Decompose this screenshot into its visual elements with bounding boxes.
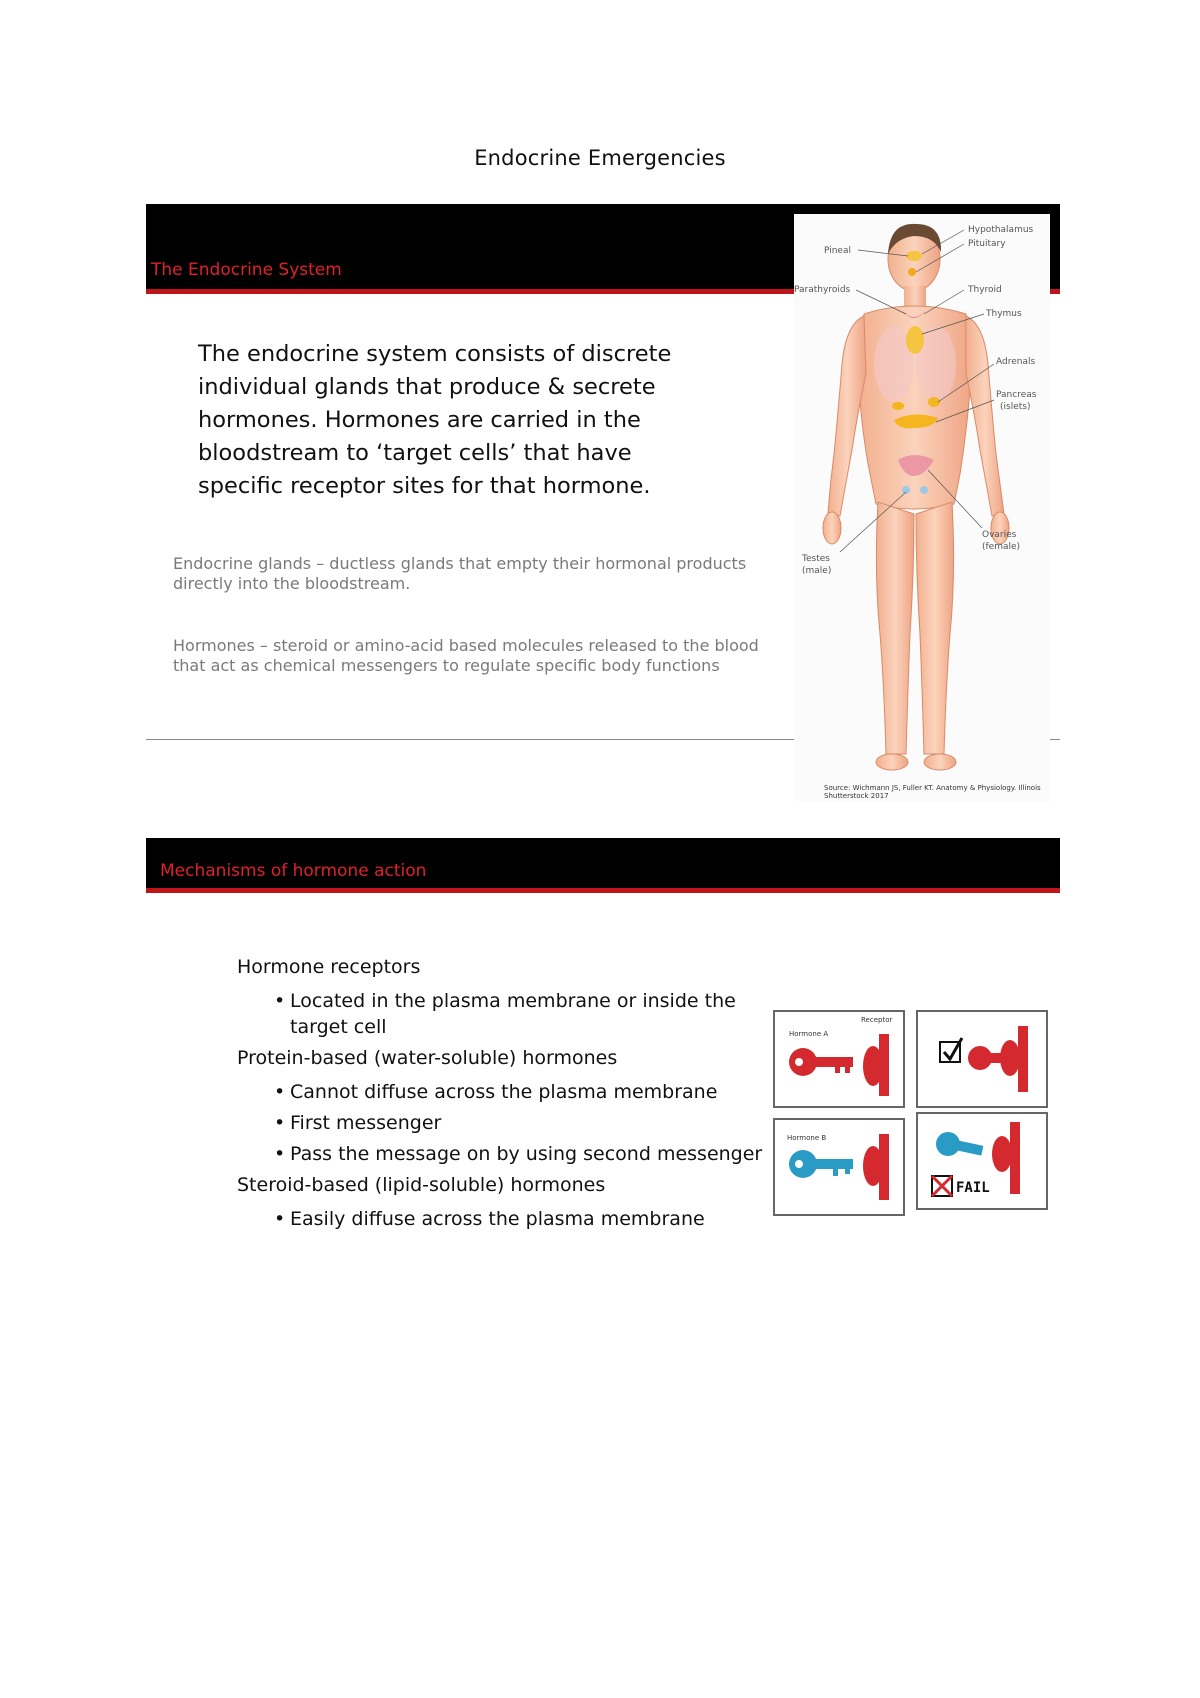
key-panel-fail (916, 1112, 1048, 1210)
red-key-match-icon (918, 1012, 1046, 1106)
figure-credit (824, 784, 1041, 800)
fail-label: FAIL (956, 1180, 990, 1196)
label-testes-male: (male) (802, 566, 832, 576)
key-panel-match (916, 1010, 1048, 1108)
slide-header-title: The Endocrine System (151, 260, 342, 280)
bullet-icon: • (274, 1208, 286, 1230)
figure-credit-line2: Shutterstock 2017 (824, 792, 889, 800)
label-pituitary: Pituitary (968, 239, 1006, 249)
label-ovaries-female: (female) (982, 542, 1021, 552)
definition-endocrine-glands: Endocrine glands – ductless glands that empty their hormonal products directly into the bloodstream. (173, 554, 747, 593)
label-adrenals: Adrenals (996, 357, 1036, 367)
label-thyroid: Thyroid (968, 285, 1002, 295)
list-subitem: • Located in the plasma membrane or inside the target cell (274, 990, 736, 1038)
slide-endocrine-system (146, 204, 1060, 801)
slide-header (146, 838, 1060, 893)
list-item: Protein-based (water-soluble) hormones (237, 1047, 618, 1069)
list-subitem: • First messenger (274, 1112, 442, 1134)
slide-main-text: The endocrine system consists of discrete individual glands that produce & secrete hormones. Hormones are carried in the bloodstream to ‘target cells’ that have specific receptor sites for that hormone. (198, 341, 672, 499)
list-subitem: • Cannot diffuse across the plasma membrane (274, 1081, 718, 1103)
body-illustration (794, 214, 1050, 801)
key-panel-hormone-a (773, 1010, 905, 1108)
red-key-icon (775, 1012, 903, 1106)
slide-hormone-mechanisms (146, 838, 1060, 1258)
figure-credit-line1: Source: Wichmann JS, Fuller KT. Anatomy & Physiology. Illinois (824, 784, 1041, 792)
endocrine-body-figure (794, 214, 1050, 801)
list-item: Steroid-based (lipid-soluble) hormones (237, 1174, 606, 1196)
key-panel-hormone-b (773, 1118, 905, 1216)
page-title: Endocrine Emergencies (474, 146, 726, 170)
label-parathyroids: Parathyroids (794, 285, 851, 295)
bullet-icon: • (274, 1112, 286, 1134)
caption-hormone-b: Hormone B (787, 1134, 827, 1142)
label-ovaries: Ovaries (982, 530, 1017, 540)
bullet-icon: • (274, 990, 286, 1012)
list-subitem: • Pass the message on by using second messenger (274, 1143, 763, 1165)
definition-hormones: Hormones – steroid or amino-acid based molecules released to the blood that act as chemical messengers to regulate specific body functions (173, 636, 759, 675)
bullet-icon: • (274, 1081, 286, 1103)
label-pancreas: Pancreas (996, 390, 1037, 400)
list-item: Hormone receptors (237, 956, 421, 978)
label-testes: Testes (802, 554, 830, 564)
slide-header-title: Mechanisms of hormone action (160, 861, 427, 881)
caption-hormone-a: Hormone A (789, 1030, 829, 1038)
label-pancreas-islets: (islets) (1000, 402, 1031, 412)
hormone-mechanisms-list (237, 954, 777, 1237)
slide-footer-rule (146, 739, 794, 740)
list-subitem: • Easily diffuse across the plasma membrane (274, 1208, 705, 1230)
receptor-key-figure (773, 1010, 1050, 1216)
label-pineal: Pineal (824, 246, 851, 256)
bullet-icon: • (274, 1143, 286, 1165)
label-hypothalamus: Hypothalamus (968, 225, 1034, 235)
caption-receptor: Receptor (861, 1016, 893, 1024)
label-thymus: Thymus (986, 309, 1022, 319)
